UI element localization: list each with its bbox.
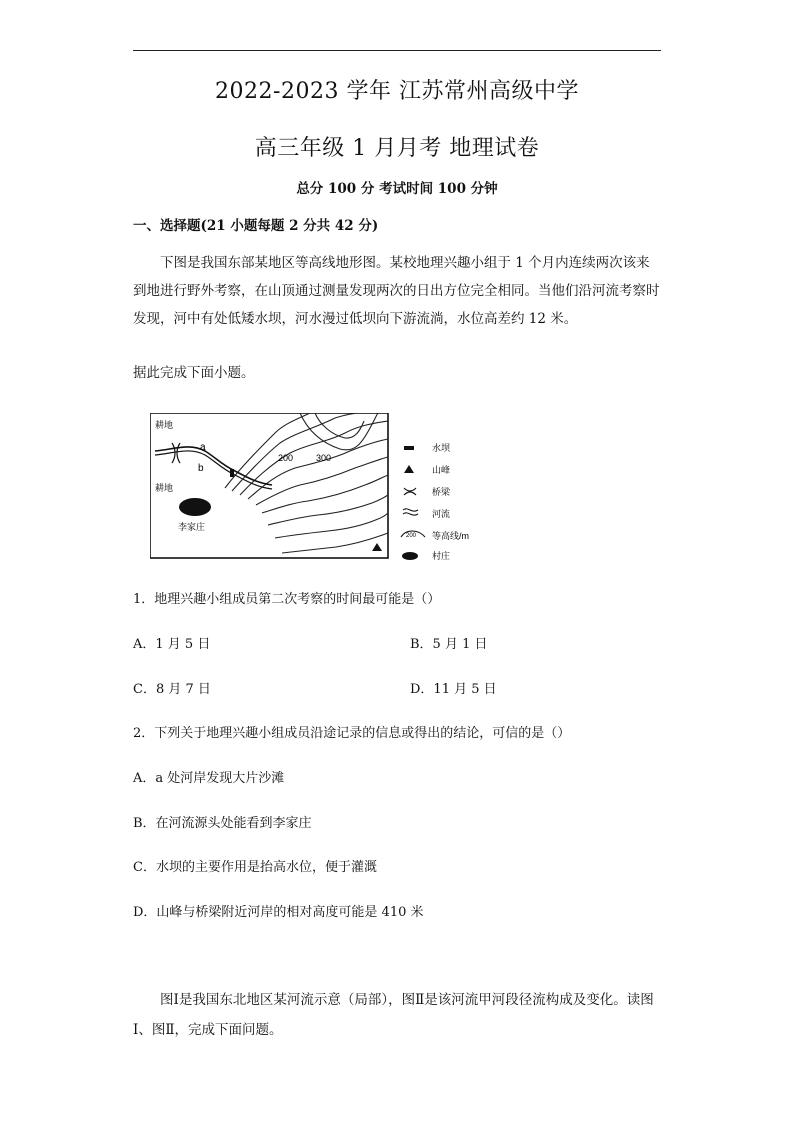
svg-text:200: 200 (406, 533, 417, 539)
q2-option-d: D．山峰与桥梁附近河岸的相对高度可能是 410 米 (133, 905, 424, 920)
q2-option-a: A．a 处河岸发现大片沙滩 (133, 771, 285, 786)
question-1: 1．地理兴趣小组成员第二次考察的时间最可能是（） (133, 592, 441, 607)
passage-instruction: 据此完成下面小题。 (133, 365, 255, 381)
top-rule (133, 50, 661, 51)
svg-text:b: b (198, 463, 204, 474)
svg-text:200: 200 (278, 453, 294, 463)
page-title: 2022-2023 学年 江苏常州高级中学 (215, 79, 579, 104)
q1-option-c: C．8 月 7 日 (133, 682, 211, 697)
page-subtitle: 高三年级 1 月月考 地理试卷 (254, 136, 540, 161)
passage-paragraph: 下图是我国东部某地区等高线地形图。某校地理兴趣小组于 1 个月内连续两次该来到地进行野外考察，在山顶通过测量发现两次的日出方位完全相同。当他们沿河流考察时发现，河中有处低矮水坝，河水漫过低坝向下游流淌，水位高差约 12 米。 (133, 255, 660, 327)
question-2: 2．下列关于地理兴趣小组成员沿途记录的信息或得出的结论，可信的是（） (133, 726, 571, 741)
exam-meta: 总分 100 分 考试时间 100 分钟 (296, 181, 498, 197)
svg-text:李家庄: 李家庄 (178, 522, 206, 532)
svg-text:水坝: 水坝 (432, 443, 451, 453)
q2-option-b: B．在河流源头处能看到李家庄 (133, 816, 312, 831)
q1-option-b: B．5 月 1 日 (410, 637, 488, 652)
svg-text:耕地: 耕地 (155, 483, 174, 493)
svg-text:桥梁: 桥梁 (432, 487, 451, 497)
svg-text:a: a (200, 442, 206, 453)
svg-text:耕地: 耕地 (155, 420, 174, 430)
passage-paragraph-2: 图Ⅰ是我国东北地区某河流示意（局部），图Ⅱ是该河流甲河段径流构成及变化。读图Ⅰ、图Ⅱ，完成下面问题。 (133, 992, 654, 1038)
q2-option-c: C．水坝的主要作用是抬高水位，便于灌溉 (133, 860, 377, 875)
map-legend (401, 442, 469, 561)
svg-text:等高线/m: 等高线/m (432, 531, 469, 541)
svg-text:山峰: 山峰 (432, 465, 451, 475)
svg-text:河流: 河流 (432, 509, 451, 519)
contour-map (150, 413, 485, 563)
q1-option-a: A．1 月 5 日 (133, 637, 211, 652)
section-heading: 一、选择题(21 小题每题 2 分共 42 分) (133, 218, 379, 234)
svg-text:300: 300 (316, 453, 332, 463)
q1-option-d: D．11 月 5 日 (410, 682, 497, 697)
svg-text:村庄: 村庄 (432, 551, 451, 561)
